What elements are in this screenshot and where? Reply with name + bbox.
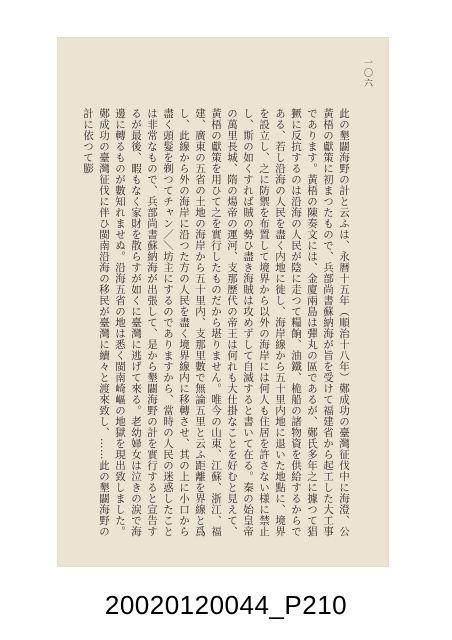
paragraph-2: 鄭成功の臺灣征伐に伴ひ閩南沿海の移民が臺灣に續々と渡來致し、……此の墾闢海野の計に依つて膨: [82, 108, 110, 537]
paragraph-1: 此の墾闢海野の計と云ふは、永暦十五年（順治十八年）鄭成功の臺灣征伐中に海澄、公黃梧の獻策に初まつたもので、兵部尚書蘇納海が旨を受けて福建省から起工した大工事であります。黃梧の陳奏文には、金廈兩島は彈丸の區であるが、鄭氏多年之に據つて猖獗に反抗するのは沿海の人民が陰に走つて糧餉、油鐵、桅船の諸物資を供給するからである、若し沿海の人民を盡く内地に徙し、海岸線から五十里内地に退いた地點に、境界を設立し、之に防禦を布置して境界から以外の海岸には何人も住居を許さない様に禁止し、斯の如くすれば賊の勢ひ盡き海賊は攻めずして自滅すると書いて在る。秦の始皇帝の萬里長城、隋の煬帝の運河、支那歷代の帝王は何れも大仕掛なことを好むと見えて、黃梧の獻策を用ひて之を實行したものだから堪りません。唯今の山東、江蘇、浙江、福建、廣東の五省の土地の海岸から五十里内、支那里數で無論五里と云ふ距離を界線と爲し、此線から外の海岸に沿つた方の人民を盡く境界線内に移轉させ、其の上に小口から盡く頭髮を剃つてチャン／＼坊主にするのでありますから、當時の人民の迷惑したことは非常なもので、兵部尚書蘇納海が出張して、是から墾闢海野の計を實行すると宣告するが最後、暇もなく家財を散らすが如くに臺灣に逃げて來る。老幼婦女は泣きの涙で海邊に轉るものが數知れませぬ。沿海五省の地は悉く閩南崎嶇の地獄を現出致しました。: [114, 108, 350, 537]
image-caption: 20020120044_P210: [104, 590, 348, 620]
page-number: 一〇六: [362, 58, 372, 88]
vertical-text-body: [72, 108, 352, 538]
book-page: [58, 38, 388, 566]
